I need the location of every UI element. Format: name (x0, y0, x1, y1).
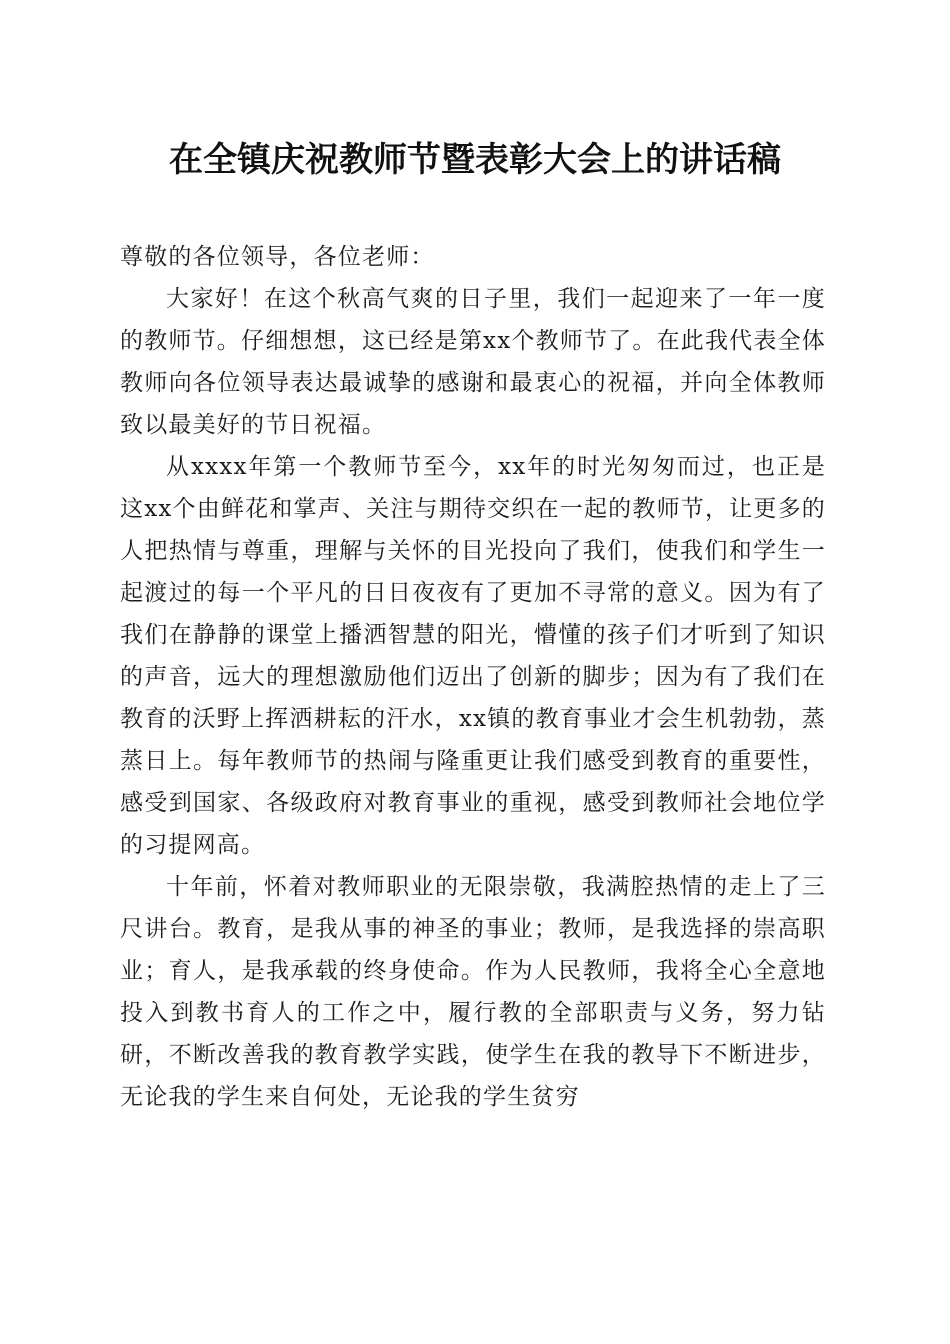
paragraph-3: 十年前，怀着对教师职业的无限崇敬，我满腔热情的走上了三尺讲台。教育，是我从事的神圣的事业；教师，是我选择的崇高职业；育人，是我承载的终身使命。作为人民教师，我将全心全意地投入到教书育人的工作之中，履行教的全部职责与义务，努力钻研，不断改善我的教育教学实践，使学生在我的教导下不断进步，无论我的学生来自何处，无论我的学生贫穷 (120, 874, 826, 1110)
document-title: 在全镇庆祝教师节暨表彰大会上的讲话稿 (169, 140, 781, 180)
paragraph-1: 大家好！在这个秋高气爽的日子里，我们一起迎来了一年一度的教师节。仔细想想，这已经是第xx个教师节了。在此我代表全体教师向各位领导表达最诚挚的感谢和最衷心的祝福，并向全体教师致以最美好的节日祝福。 (120, 286, 826, 438)
paragraph-2: 从xxxx年第一个教师节至今，xx年的时光匆匆而过，也正是这xx个由鲜花和掌声、关注与期待交织在一起的教师节，让更多的人把热情与尊重，理解与关怀的目光投向了我们，使我们和学生一起渡过的每一个平凡的日日夜夜有了更加不寻常的意义。因为有了我们在静静的课堂上播洒智慧的阳光，懵懂的孩子们才听到了知识的声音，远大的理想激励他们迈出了创新的脚步；因为有了我们在教育的沃野上挥洒耕耘的汗水，xx镇的教育事业才会生机勃勃，蒸蒸日上。每年教师节的热闹与隆重更让我们感受到教育的重要性，感受到国家、各级政府对教育事业的重视，感受到教师社会地位学的习提网高。 (120, 454, 826, 858)
salutation: 尊敬的各位领导，各位老师： (120, 244, 435, 270)
document-body (120, 236, 826, 1118)
